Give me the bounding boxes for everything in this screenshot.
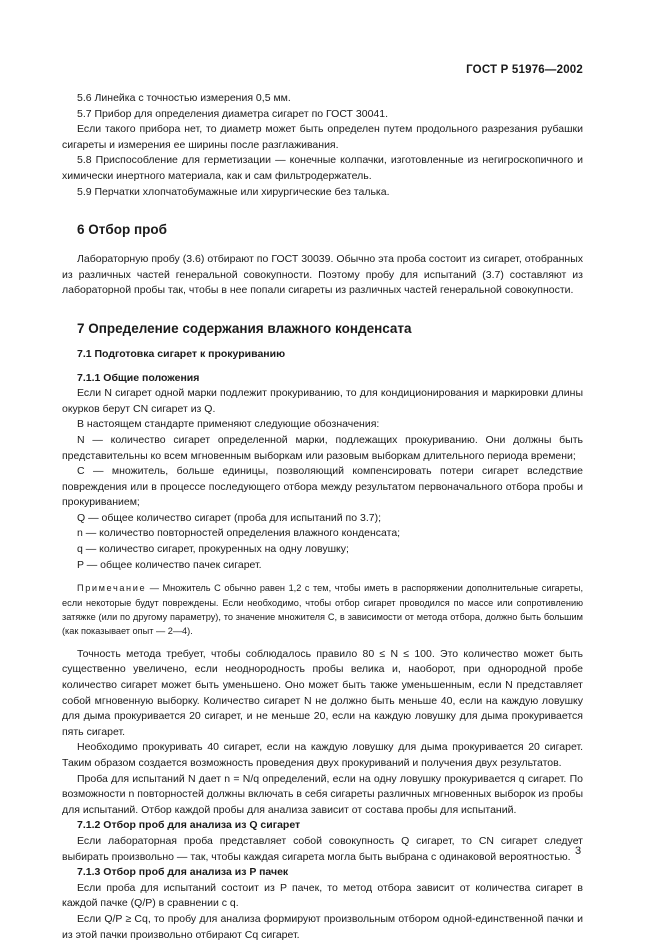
definition-P: P — общее количество пачек сигарет.	[77, 558, 262, 571]
paragraph: Необходимо прокуривать 40 сигарет, если на каждую ловушку для дыма прокуривается 20 сигарет. Таким образом создается возможность проведения двух прокуриваний и получения двух результатов.	[62, 741, 583, 770]
definition-C: C — множитель, больше единицы, позволяющий компенсировать потери сигарет вследствие повреждения или в процессе последующего отбора между результатом первоначального отбора пробы и прокуриванием;	[62, 465, 583, 509]
item-5-6: 5.6 Линейка с точностью измерения 0,5 мм.	[77, 92, 291, 104]
paragraph: Проба для испытаний N дает n = N/q определений, если на одну ловушку прокуривается q сигарет. По возможности n повторностей должны включать в себя сигареты различных мгновенных выборок из пробы для испытаний. Отбор каждой пробы для анализа зависит от состава пробы для испытаний.	[62, 772, 583, 816]
section-7-heading: 7 Определение содержания влажного конденсата	[77, 320, 412, 336]
item-5-7-note: Если такого прибора нет, то диаметр может быть определен путем продольного разрезания рубашки сигареты и измерения ее ширины после разглаживания.	[62, 123, 583, 151]
paragraph: Если Q/P ≥ Cq, то пробу для анализа формируют произвольным отбором одной-единственной пачки и из этой пачки произвольно отбирают Cq сигарет.	[62, 912, 583, 941]
definition-Q: Q — общее количество сигарет (проба для испытаний по 3.7);	[77, 511, 382, 524]
paragraph: В настоящем стандарте применяют следующие обозначения:	[77, 418, 380, 431]
definition-q: q — количество сигарет, прокуренных на одну ловушку;	[77, 543, 349, 556]
paragraph: Если лабораторная проба представляет собой совокупность Q сигарет, то CN сигарет следует выбирать произвольно — так, чтобы каждая сигарета могла быть выбрана с одинаковой вероятностью.	[62, 835, 583, 863]
section-7-1-2-heading: 7.1.2 Отбор проб для анализа из Q сигарет	[77, 819, 301, 832]
paragraph: Если проба для испытаний состоит из P пачек, то метод отбора зависит от количества сигарет в каждой пачке (Q/P) в сравнении с q.	[62, 881, 583, 910]
page-number: 3	[575, 845, 582, 857]
paragraph: Если N сигарет одной марки подлежит прокуриванию, то для кондиционирования и маркировки длины окурков берут CN сигарет из Q.	[62, 387, 583, 415]
item-5-7: 5.7 Прибор для определения диаметра сигарет по ГОСТ 30041.	[77, 107, 389, 120]
paragraph: Точность метода требует, чтобы соблюдалось правило 80 ≤ N ≤ 100. Это количество может быть существенно увеличено, если неоднородность пробы велика и, наоборот, при однородной пробе количество сигарет может быть уменьшено. Оно может быть также уменьшенным, если N представляет собой мгновенную выборку. Количество сигарет N не должно быть меньше 40, если на каждую ловушку для дыма прокуривается 20 сигарет, и не меньше 20, если на каждую ловушку для дыма прокуривается пять сигарет.	[62, 647, 583, 738]
definition-n: n — количество повторностей определения влажного конденсата;	[77, 527, 401, 540]
section-7-1-heading: 7.1 Подготовка сигарет к прокуриванию	[77, 347, 286, 360]
note-text: — Множитель C обычно равен 1,2 с тем, чтобы иметь в распоряжении дополнительные сигареты, если некоторые будут повреждены. Если необходимо, чтобы отбор сигарет проводился по массе или сопротивлению затяжке (или по другому параметру), то значение множителя C, в зависимости от метода отбора, должно быть большим (как показывает опыт — 2—4).	[62, 583, 583, 637]
note	[62, 581, 583, 639]
standard-header: ГОСТ Р 51976—2002	[466, 64, 583, 76]
section-7-1-1-heading: 7.1.1 Общие положения	[77, 371, 200, 384]
section-6-text: Лабораторную пробу (3.6) отбирают по ГОСТ 30039. Обычно эта проба состоит из сигарет, отобранных из различных частей генеральной совокупности. Поэтому пробу для испытаний (3.7) составляют из лабораторной пробы так, чтобы в нее попали сигареты из различных частей генеральной совокупности.	[62, 253, 583, 297]
section-6-heading: 6 Отбор проб	[77, 222, 167, 238]
section-7-1-3-heading: 7.1.3 Отбор проб для анализа из P пачек	[77, 866, 289, 879]
page-content	[62, 91, 583, 943]
note-label: Примечание	[77, 583, 147, 594]
item-5-8: 5.8 Приспособление для герметизации — конечные колпачки, изготовленные из негигроскопичного и химически инертного материала, как и сам фильтродержатель.	[62, 154, 583, 182]
item-5-9: 5.9 Перчатки хлопчатобумажные или хирургические без талька.	[77, 185, 390, 198]
definition-N: N — количество сигарет определенной марки, подлежащих прокуриванию. Они должны быть представительны ко всем мгновенным выборкам или разовым выборкам длительного периода времени;	[62, 433, 583, 462]
